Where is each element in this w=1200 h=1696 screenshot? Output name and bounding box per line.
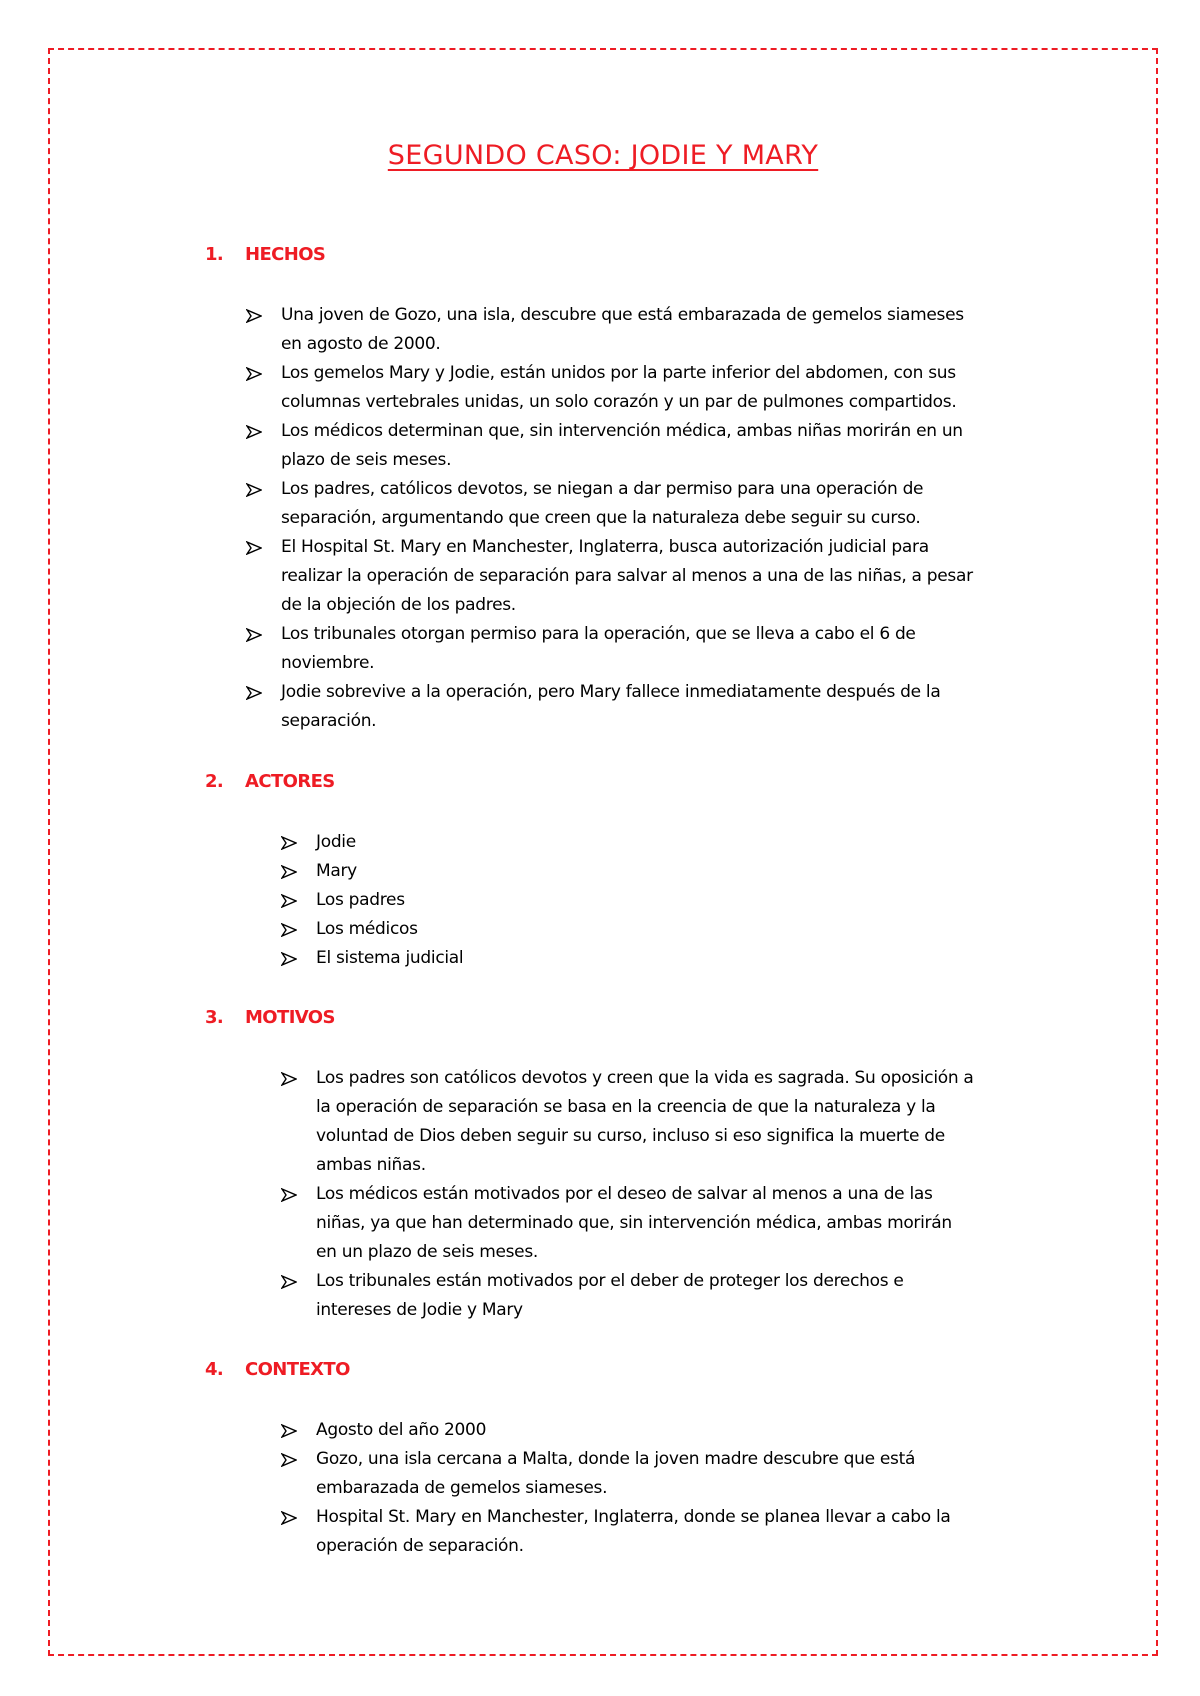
section-heading	[205, 244, 325, 265]
arrowhead-bullet-icon	[281, 836, 297, 850]
arrowhead-bullet-icon	[246, 628, 262, 642]
bullet-text-line: Los médicos están motivados por el deseo de salvar al menos a una de las	[316, 1184, 933, 1204]
bullet-item	[246, 620, 1046, 678]
document-title: SEGUNDO CASO: JODIE Y MARY	[387, 140, 819, 171]
section-number: 1.	[205, 244, 224, 265]
bullet-list	[281, 828, 1051, 973]
section-heading	[205, 1007, 335, 1028]
section-title: HECHOS	[245, 244, 326, 265]
bullet-text-line: Los gemelos Mary y Jodie, están unidos por la parte inferior del abdomen, con sus	[281, 363, 956, 383]
bullet-text-line: plazo de seis meses.	[281, 450, 452, 470]
bullet-text-line: El sistema judicial	[316, 948, 464, 968]
bullet-text-line: separación.	[281, 711, 377, 731]
bullet-text-line: Una joven de Gozo, una isla, descubre que está embarazada de gemelos siameses	[281, 305, 964, 325]
bullet-text-line: Los médicos	[316, 919, 418, 939]
section-heading	[205, 1359, 350, 1380]
bullet-item	[281, 1267, 1051, 1325]
arrowhead-bullet-icon	[281, 1511, 297, 1525]
bullet-text-line: Los padres, católicos devotos, se niegan a dar permiso para una operación de	[281, 479, 924, 499]
section-number: 4.	[205, 1359, 224, 1380]
arrowhead-bullet-icon	[246, 541, 262, 555]
bullet-text-line: Los padres	[316, 890, 405, 910]
bullet-item	[281, 1180, 1051, 1267]
bullet-item	[281, 886, 1051, 915]
bullet-text-line: separación, argumentando que creen que la naturaleza debe seguir su curso.	[281, 508, 921, 528]
bullet-text-line: realizar la operación de separación para salvar al menos a una de las niñas, a pesar	[281, 566, 973, 586]
bullet-text-line: El Hospital St. Mary en Manchester, Inglaterra, busca autorización judicial para	[281, 537, 929, 557]
bullet-item	[281, 1445, 1051, 1503]
section-heading	[205, 771, 335, 792]
bullet-text-line: Los tribunales están motivados por el deber de proteger los derechos e	[316, 1271, 904, 1291]
bullet-item	[281, 1416, 1051, 1445]
bullet-text-line: Mary	[316, 861, 357, 881]
arrowhead-bullet-icon	[281, 1275, 297, 1289]
arrowhead-bullet-icon	[281, 1453, 297, 1467]
bullet-text-line: Hospital St. Mary en Manchester, Inglaterra, donde se planea llevar a cabo la	[316, 1507, 951, 1527]
bullet-item	[246, 678, 1046, 736]
bullet-text-line: Gozo, una isla cercana a Malta, donde la joven madre descubre que está	[316, 1449, 916, 1469]
arrowhead-bullet-icon	[246, 367, 262, 381]
bullet-item	[246, 301, 1046, 359]
arrowhead-bullet-icon	[281, 865, 297, 879]
section-title: CONTEXTO	[245, 1359, 350, 1380]
bullet-text-line: Los médicos determinan que, sin intervención médica, ambas niñas morirán en un	[281, 421, 963, 441]
arrowhead-bullet-icon	[281, 952, 297, 966]
bullet-item	[281, 1503, 1051, 1561]
bullet-item	[246, 475, 1046, 533]
section-number: 2.	[205, 771, 224, 792]
bullet-list	[246, 301, 1046, 736]
section-title: ACTORES	[245, 771, 335, 792]
bullet-item	[281, 944, 1051, 973]
arrowhead-bullet-icon	[281, 894, 297, 908]
bullet-text-line: la operación de separación se basa en la creencia de que la naturaleza y la	[316, 1097, 936, 1117]
bullet-list	[281, 1064, 1051, 1325]
bullet-text-line: Jodie	[316, 832, 356, 852]
arrowhead-bullet-icon	[246, 483, 262, 497]
arrowhead-bullet-icon	[281, 1188, 297, 1202]
bullet-text-line: intereses de Jodie y Mary	[316, 1300, 523, 1320]
bullet-text-line: Agosto del año 2000	[316, 1420, 487, 1440]
section-number: 3.	[205, 1007, 224, 1028]
section-title: MOTIVOS	[245, 1007, 335, 1028]
bullet-text-line: ambas niñas.	[316, 1155, 426, 1175]
arrowhead-bullet-icon	[246, 309, 262, 323]
arrowhead-bullet-icon	[246, 425, 262, 439]
arrowhead-bullet-icon	[281, 1424, 297, 1438]
bullet-item	[246, 417, 1046, 475]
bullet-text-line: Los tribunales otorgan permiso para la operación, que se lleva a cabo el 6 de	[281, 624, 916, 644]
bullet-item	[246, 359, 1046, 417]
bullet-list	[281, 1416, 1051, 1561]
arrowhead-bullet-icon	[281, 923, 297, 937]
bullet-item	[281, 1064, 1051, 1180]
bullet-text-line: voluntad de Dios deben seguir su curso, incluso si eso significa la muerte de	[316, 1126, 945, 1146]
bullet-text-line: en agosto de 2000.	[281, 334, 441, 354]
bullet-text-line: noviembre.	[281, 653, 375, 673]
bullet-item	[281, 828, 1051, 857]
bullet-text-line: Jodie sobrevive a la operación, pero Mary fallece inmediatamente después de la	[281, 682, 941, 702]
bullet-text-line: embarazada de gemelos siameses.	[316, 1478, 608, 1498]
bullet-text-line: columnas vertebrales unidas, un solo corazón y un par de pulmones compartidos.	[281, 392, 957, 412]
bullet-text-line: Los padres son católicos devotos y creen que la vida es sagrada. Su oposición a	[316, 1068, 974, 1088]
bullet-text-line: niñas, ya que han determinado que, sin intervención médica, ambas morirán	[316, 1213, 952, 1233]
bullet-text-line: de la objeción de los padres.	[281, 595, 516, 615]
bullet-item	[281, 857, 1051, 886]
arrowhead-bullet-icon	[281, 1072, 297, 1086]
bullet-item	[246, 533, 1046, 620]
bullet-text-line: en un plazo de seis meses.	[316, 1242, 538, 1262]
bullet-item	[281, 915, 1051, 944]
bullet-text-line: operación de separación.	[316, 1536, 524, 1556]
arrowhead-bullet-icon	[246, 686, 262, 700]
